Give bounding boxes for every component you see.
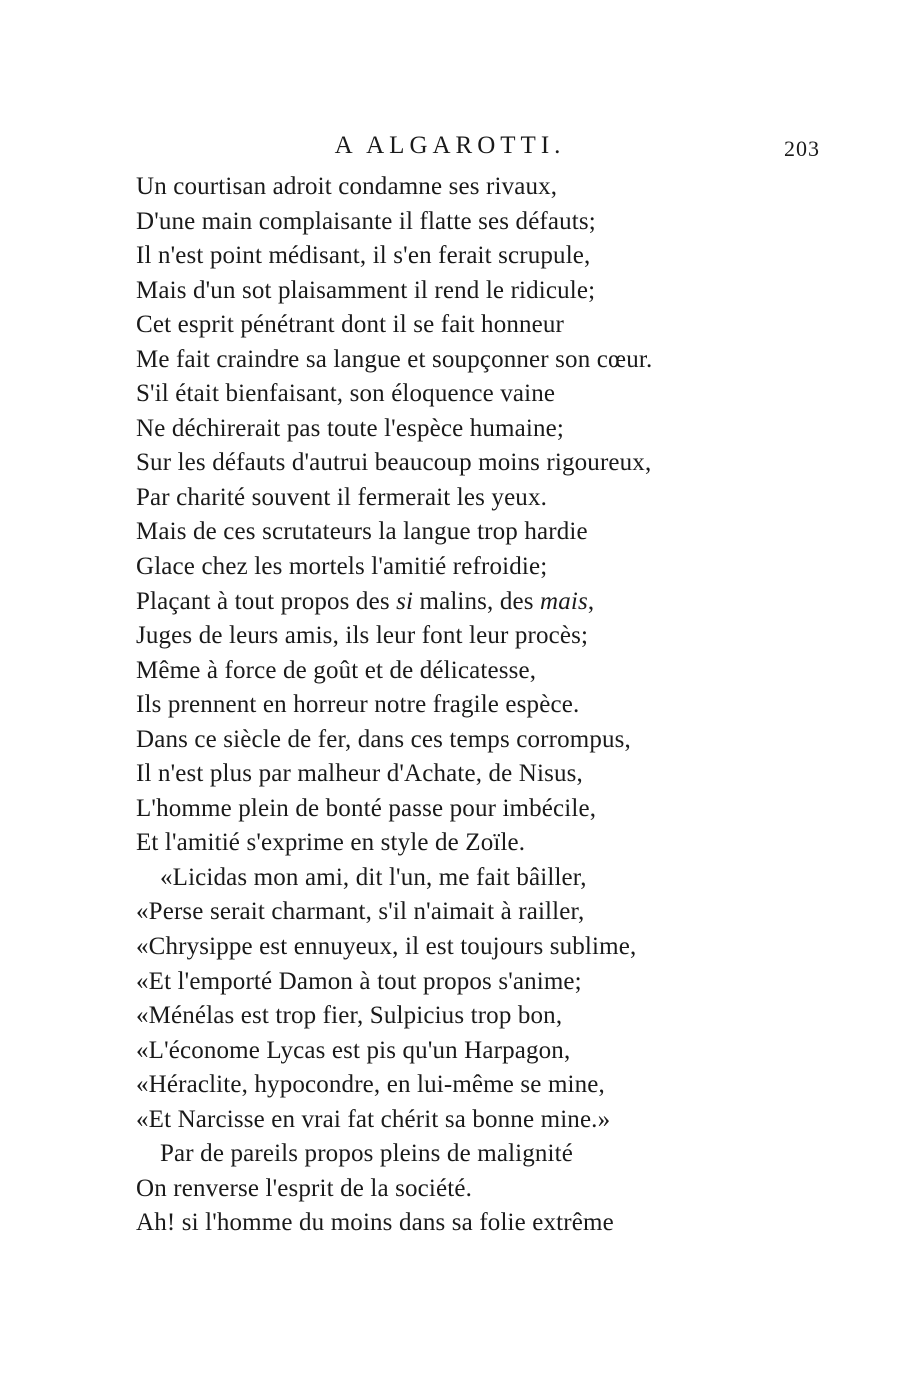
- verse-line: Par de pareils propos pleins de malignité: [160, 1140, 573, 1168]
- verse-line: [136, 585, 836, 620]
- verse-fragment: Plaçant à tout propos des: [136, 587, 397, 615]
- verse-line: Me fait craindre sa langue et soupçonner son cœur.: [136, 345, 653, 373]
- verse-line: L'homme plein de bonté passe pour imbécile,: [136, 794, 597, 822]
- poem-body: [136, 170, 836, 1241]
- verse-line: Il n'est point médisant, il s'en ferait scrupule,: [136, 242, 591, 270]
- italic-word: si: [396, 587, 414, 615]
- verse-fragment: ,: [587, 587, 595, 615]
- verse-line: Sur les défauts d'autrui beaucoup moins rigoureux,: [136, 449, 652, 477]
- running-head: [0, 128, 900, 164]
- verse-line: D'une main complaisante il flatte ses défauts;: [136, 207, 596, 235]
- verse-line: Ils prennent en horreur notre fragile espèce.: [136, 691, 580, 719]
- verse-line: «Et Narcisse en vrai fat chérit sa bonne mine.»: [136, 1105, 611, 1133]
- verse-line: Juges de leurs amis, ils leur font leur procès;: [136, 622, 589, 650]
- italic-word: mais: [540, 587, 588, 615]
- verse-line: On renverse l'esprit de la société.: [136, 1174, 473, 1202]
- verse-line: «Héraclite, hypocondre, en lui-même se mine,: [136, 1071, 605, 1099]
- verse-line: Par charité souvent il fermerait les yeux.: [136, 483, 548, 511]
- verse-line: Mais d'un sot plaisamment il rend le ridicule;: [136, 276, 596, 304]
- running-title: A ALGAROTTI.: [334, 132, 566, 159]
- verse-line: «Chrysippe est ennuyeux, il est toujours sublime,: [136, 933, 637, 961]
- verse-line: Ah! si l'homme du moins dans sa folie extrême: [136, 1209, 614, 1237]
- page-number: 203: [784, 136, 820, 161]
- verse-line: Même à force de goût et de délicatesse,: [136, 656, 537, 684]
- verse-line: S'il était bienfaisant, son éloquence vaine: [136, 380, 556, 408]
- verse-line: «Ménélas est trop fier, Sulpicius trop bon,: [136, 1002, 563, 1030]
- verse-line: Un courtisan adroit condamne ses rivaux,: [136, 173, 558, 200]
- verse-line: Cet esprit pénétrant dont il se fait honneur: [136, 311, 565, 339]
- verse-line: Mais de ces scrutateurs la langue trop hardie: [136, 518, 588, 546]
- verse-fragment: malins, des: [413, 587, 541, 615]
- verse-line: Ne déchirerait pas toute l'espèce humaine;: [136, 414, 564, 442]
- verse-line: Il n'est plus par malheur d'Achate, de Nisus,: [136, 760, 583, 788]
- verse-line: «Perse serait charmant, s'il n'aimait à railler,: [136, 898, 585, 926]
- verse-line: Dans ce siècle de fer, dans ces temps corrompus,: [136, 725, 631, 753]
- verse-line: «L'économe Lycas est pis qu'un Harpagon,: [136, 1036, 571, 1064]
- verse-line: «Et l'emporté Damon à tout propos s'anime;: [136, 967, 582, 995]
- verse-line: Et l'amitié s'exprime en style de Zoïle.: [136, 829, 526, 857]
- verse-line: «Licidas mon ami, dit l'un, me fait bâiller,: [160, 863, 587, 891]
- verse-line: Glace chez les mortels l'amitié refroidie;: [136, 553, 548, 581]
